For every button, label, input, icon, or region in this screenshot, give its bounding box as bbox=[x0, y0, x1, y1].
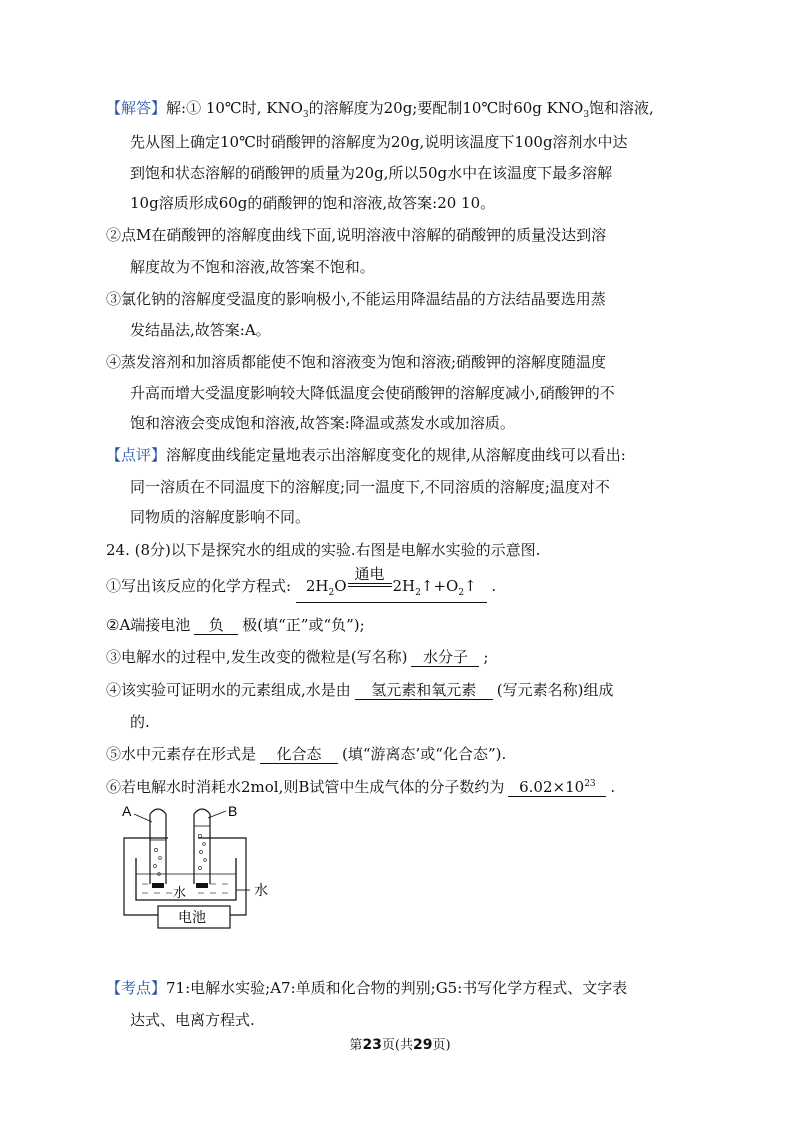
page-number: 23 bbox=[362, 1037, 382, 1053]
label-water-inside: 水 bbox=[173, 886, 187, 901]
label-b: B bbox=[228, 803, 238, 819]
answer-line-3: 到饱和状态溶解的硝酸钾的质量为20g,所以50g水中在该温度下最多溶解 bbox=[130, 164, 613, 182]
wire-left bbox=[124, 838, 168, 915]
page-footer: 第23页(共29页) bbox=[349, 1037, 451, 1053]
answer-line-9: ④蒸发溶剂和加溶质都能使不饱和溶液变为饱和溶液;硝酸钾的溶解度随温度 bbox=[106, 353, 607, 371]
q24-item-3: ③电解水的过程中,发生改变的微粒是(写名称) 水分子 ; bbox=[106, 648, 489, 666]
label-a: A bbox=[122, 803, 132, 819]
answer-line-6: 解度故为不饱和溶液,故答案不饱和。 bbox=[130, 258, 375, 276]
gas-bubbles bbox=[154, 834, 207, 875]
answer-line-2: 先从图上确定10℃时硝酸钾的溶解度为20g,说明该温度下100g溶剂水中达 bbox=[130, 133, 628, 151]
electrode-b bbox=[196, 883, 208, 888]
answer-line-5: ②点M在硝酸钾的溶解度曲线下面,说明溶液中溶解的硝酸钾的质量没达到溶 bbox=[106, 226, 607, 244]
comment-tag: 【点评】 bbox=[106, 446, 167, 464]
label-water: 水 bbox=[254, 883, 268, 899]
answer-line-1: 【解答】解:① 10℃时, $KNO_3$的溶解度为20g;要配制10℃时60g $KNO_3$饱和溶液, bbox=[106, 99, 654, 120]
battery-label: 电池 bbox=[178, 910, 206, 926]
q24-item-1: ①写出该反应的化学方程式: $2H_2O$ 通电 $2H_2↑+O_2↑$ . bbox=[106, 576, 496, 603]
answer-line-7: ③氯化钠的溶解度受温度的影响极小,不能运用降温结晶的方法结晶要选用蒸 bbox=[106, 290, 606, 308]
equation-arrow bbox=[348, 565, 392, 591]
q24-item-4: ④该实验可证明水的元素组成,水是由 氢元素和氧元素 (写元素名称)组成 bbox=[106, 681, 614, 699]
answer-line-10: 升高而增大受温度影响较大降低温度会使硝酸钾的溶解度减小,硝酸钾的不 bbox=[130, 384, 615, 402]
answer-blank-4: 氢元素和氧元素 bbox=[355, 681, 493, 700]
equation-condition: 通电 bbox=[354, 565, 385, 583]
q24-item-2: ②A端接电池 负 极(填“正”或“负”); bbox=[106, 616, 365, 634]
answer-blank-2: 负 bbox=[194, 616, 238, 635]
electrode-a bbox=[152, 883, 164, 888]
wire-right bbox=[198, 838, 246, 915]
comment-line-2: 同一溶质在不同温度下的溶解度;同一温度下,不同溶质的溶解度;温度对不 bbox=[130, 478, 610, 496]
answer-blank-6: $6.02\times 10^{23}$ bbox=[508, 775, 606, 797]
answer-tag: 【解答】 bbox=[106, 99, 167, 117]
test-tube-b bbox=[194, 814, 210, 884]
q24-item-6: ⑥若电解水时消耗水2mol,则B试管中生成气体的分子数约为 $6.02\times 10^{23}$ . bbox=[106, 775, 615, 797]
q24-title: 24. (8分)以下是探究水的组成的实验.右图是电解水实验的示意图. bbox=[106, 541, 541, 559]
answer-blank-5: 化合态 bbox=[260, 745, 338, 764]
q24-item-4-cont: 的. bbox=[130, 713, 150, 731]
kaodian-tag: 【考点】 bbox=[106, 979, 167, 997]
page-total: 29 bbox=[413, 1037, 433, 1053]
comment-line-3: 同物质的溶解度影响不同。 bbox=[130, 508, 311, 526]
answer-line-4: 10g溶质形成60g的硝酸钾的饱和溶液,故答案:20 10。 bbox=[130, 194, 496, 212]
answer-blank-3: 水分子 bbox=[411, 648, 479, 667]
comment-line-1: 【点评】溶解度曲线能定量地表示出溶解度变化的规律,从溶解度曲线可以看出: bbox=[106, 446, 626, 464]
chemical-equation-answer: $2H_2O$ 通电 $2H_2↑+O_2↑$ bbox=[296, 577, 487, 603]
electrolysis-diagram bbox=[118, 800, 288, 950]
kaodian-line-2: 达式、电离方程式. bbox=[130, 1011, 255, 1029]
q24-item-5: ⑤水中元素存在形式是 化合态 (填“游离态’或“化合态”). bbox=[106, 745, 507, 763]
answer-line-11: 饱和溶液会变成饱和溶液,故答案:降温或蒸发水或加溶质。 bbox=[130, 414, 515, 432]
answer-line-8: 发结晶法,故答案:A。 bbox=[130, 321, 271, 339]
kaodian-line-1: 【考点】71:电解水实验;A7:单质和化合物的判别;G5:书写化学方程式、文字表 bbox=[106, 979, 628, 997]
